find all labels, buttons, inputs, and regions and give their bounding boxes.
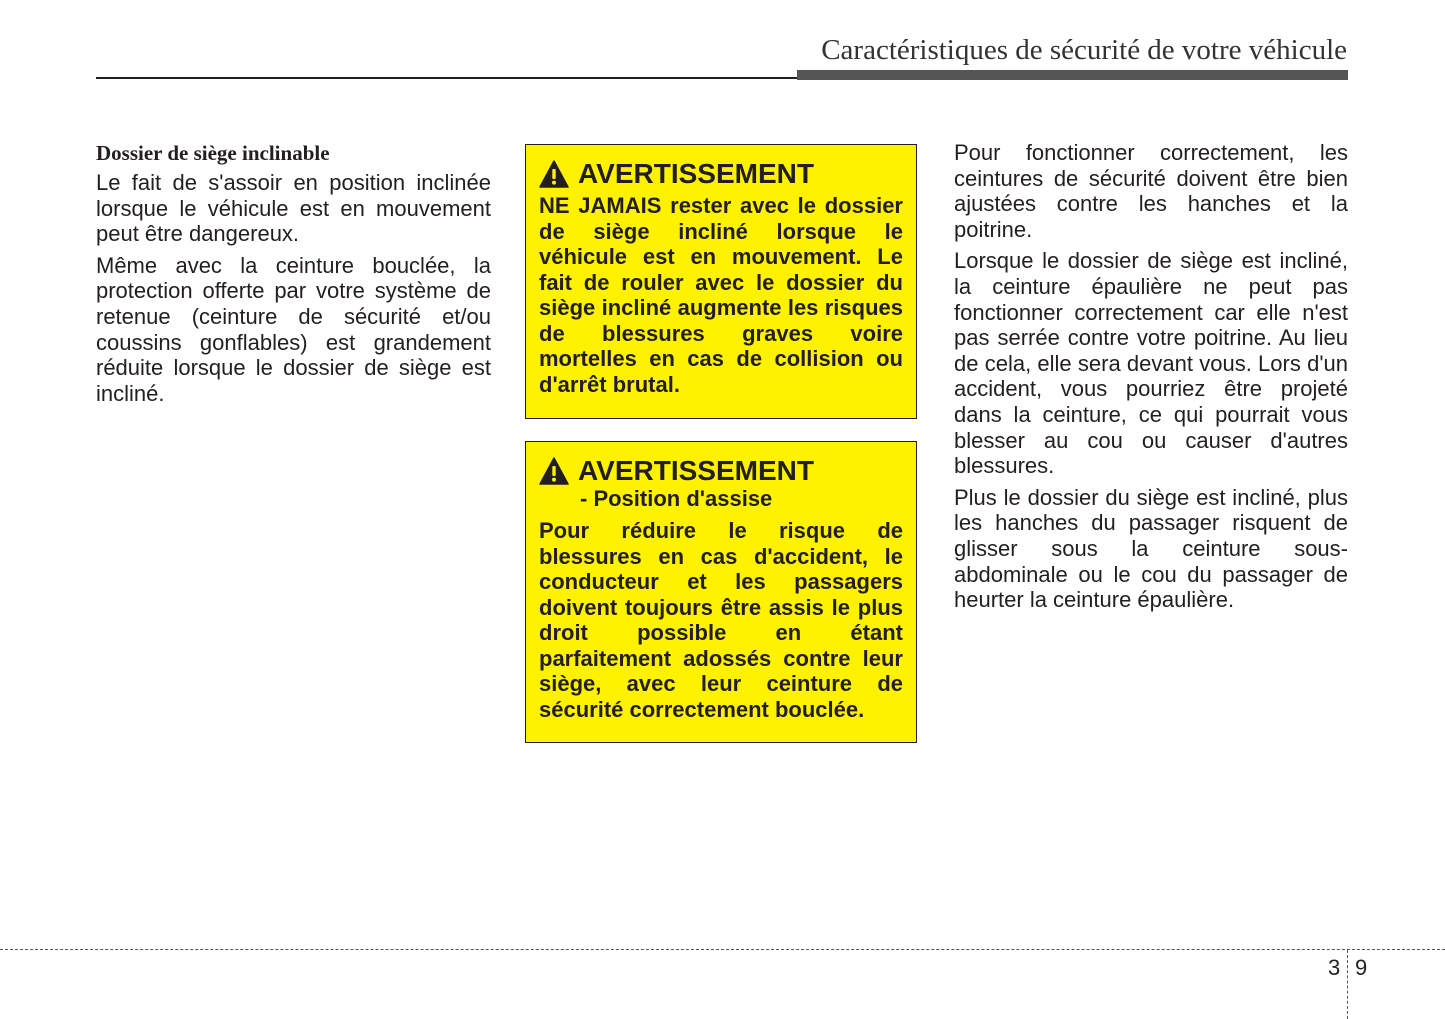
warning-header bbox=[539, 157, 903, 191]
warning-title: AVERTISSEMENT bbox=[578, 455, 814, 486]
section-heading: Dossier de siège inclinable bbox=[96, 141, 330, 165]
warning-body: Pour réduire le risque de blessures en cas d'accident, le conducteur et les passagers doivent toujours être assis le plus droit possible en étant parfaitement adossés contre leur siège, avec leur ceinture de sécurité correctement bouclée. bbox=[539, 518, 903, 722]
paragraph: Plus le dossier du siège est incliné, plus les hanches du passager risquent de glisser sous la ceinture sous-abdominale ou le cou du passager de heurter la ceinture épaulière. bbox=[954, 484, 1348, 613]
warning-box bbox=[525, 441, 917, 743]
warning-header bbox=[539, 454, 903, 488]
paragraph: Pour fonctionner correctement, les ceintures de sécurité doivent être bien ajustées contre les hanches et la poitrine. bbox=[954, 140, 1348, 242]
header-accent-bar bbox=[797, 70, 1348, 80]
paragraph: Même avec la ceinture bouclée, la protection offerte par votre système de retenue (ceinture de sécurité et/ou coussins gonflables) est grandement réduite lorsque le dossier de siège est incliné. bbox=[96, 252, 491, 406]
paragraph: Le fait de s'assoir en position inclinée lorsque le véhicule est en mouvement peut être dangereux. bbox=[96, 170, 491, 247]
footer-rule bbox=[0, 949, 1445, 950]
warning-triangle-icon bbox=[539, 457, 569, 485]
chapter-number: 3 bbox=[1328, 955, 1341, 980]
warning-subtitle: - Position d'assise bbox=[580, 486, 773, 511]
page-number: 9 bbox=[1355, 955, 1368, 980]
paragraph: Lorsque le dossier de siège est incliné, la ceinture épaulière ne peut pas fonctionner correctement car elle n'est pas serrée contre votre poitrine. Au lieu de cela, elle sera devant vous. Lors d'un accident, vous pourriez être projeté dans la ceinture, ce qui pourrait vous blesser au cou ou causer d'autres blessures. bbox=[954, 248, 1348, 479]
footer-page-divider bbox=[1347, 950, 1348, 1019]
left-column bbox=[96, 140, 491, 412]
warning-title: AVERTISSEMENT bbox=[578, 158, 814, 189]
warning-body: NE JAMAIS rester avec le dossier de siège incliné lorsque le véhicule est en mouvement. Le fait de rouler avec le dossier du siège incliné augmente les risques de blessures graves voire mortelles en cas de collision ou d'arrêt brutal. bbox=[539, 193, 903, 397]
right-column bbox=[954, 140, 1348, 619]
page-header-title: Caractéristiques de sécurité de votre véhicule bbox=[821, 34, 1347, 66]
warning-box bbox=[525, 144, 917, 419]
warning-triangle-icon bbox=[539, 160, 569, 188]
